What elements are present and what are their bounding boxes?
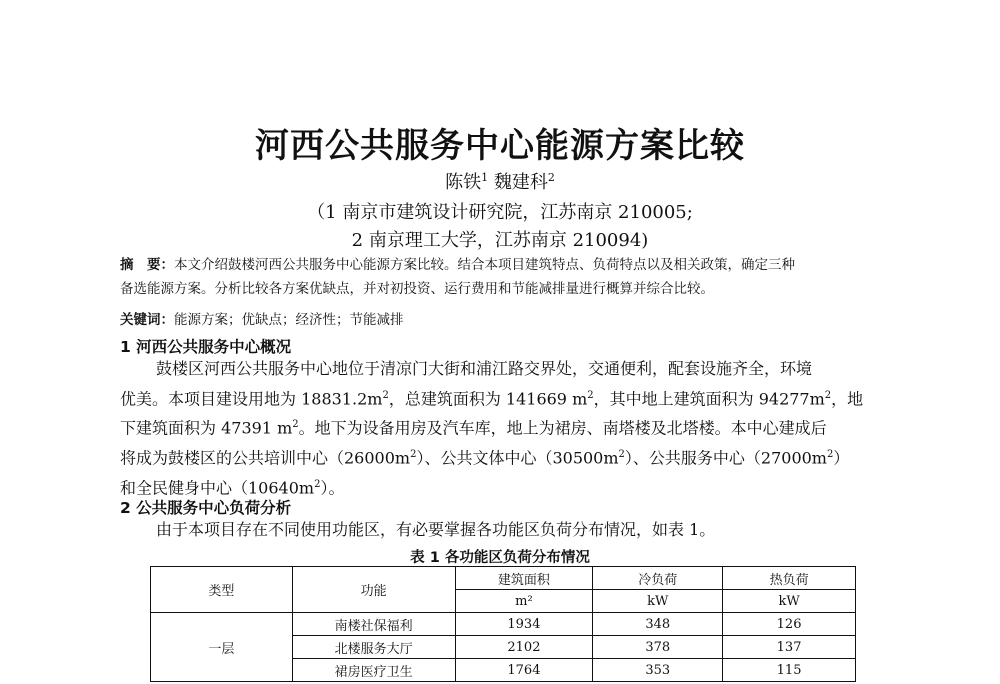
author-2: 魏建科 <box>493 172 548 193</box>
row-cooling: 378 <box>593 636 723 659</box>
table-caption: 表 1 各功能区负荷分布情况 <box>410 550 590 566</box>
row-heating: 137 <box>723 636 856 659</box>
abstract <box>120 253 900 301</box>
section-1-line-3: 下建筑面积为 47391 $m^2$。地下为设备用房及汽车库，地上为裙房、南塔楼及北塔楼。本中心建成后 <box>120 418 827 438</box>
author-1-sup: 1 <box>481 171 489 184</box>
keywords <box>120 308 404 332</box>
header-area: 建筑面积 <box>455 567 593 590</box>
row-area: 1764 <box>455 659 593 682</box>
affiliation-1: （1 南京市建筑设计研究院，江苏南京 210005; <box>307 202 693 223</box>
row-cooling: 348 <box>593 613 723 636</box>
section-2-heading: 2 公共服务中心负荷分析 <box>120 499 292 517</box>
unit-heating: kW <box>723 590 856 613</box>
paper-title: 河西公共服务中心能源方案比较 <box>255 126 745 166</box>
keywords-text: 能源方案；优缺点；经济性；节能减排 <box>174 312 404 328</box>
table-row <box>151 613 856 636</box>
section-1-heading: 1 河西公共服务中心概况 <box>120 338 292 356</box>
row-area: 2102 <box>455 636 593 659</box>
section-1-body <box>120 356 900 502</box>
abstract-line-1: 本文介绍鼓楼河西公共服务中心能源方案比较。结合本项目建筑特点、负荷特点以及相关政策，确定三种 <box>174 257 795 273</box>
abstract-line-2: 备选能源方案。分析比较各方案优缺点，并对初投资、运行费用和节能减排量进行概算并综合比较。 <box>120 281 714 297</box>
section-1-line-4: 将成为鼓楼区的公共培训中心$(26000m^2)$、公共文体中心$(30500m^2)$、公共服务中心$(27000m^2)$ <box>120 448 850 468</box>
section-1-line-2: 优美。本项目建设用地为 $18831.2m^2$，总建筑面积为 141669 $m^2$，其中地上建筑面积为 $94277m^2$，地 <box>120 388 864 408</box>
unit-area: m² <box>455 590 593 613</box>
section-2-line-1: 由于本项目存在不同使用功能区，有必要掌握各功能区负荷分布情况，如表 1。 <box>156 520 716 539</box>
table-header-row <box>151 567 856 590</box>
load-table <box>150 566 856 682</box>
section-1-line-5: 和全民健身中心$(10640m^2)$。 <box>120 478 345 498</box>
row-heating: 115 <box>723 659 856 682</box>
section-1-line-1: 鼓楼区河西公共服务中心地位于清凉门大街和浦江路交界处，交通便利，配套设施齐全，环境 <box>156 359 813 378</box>
author-1: 陈铁 <box>445 172 482 193</box>
row-area: 1934 <box>455 613 593 636</box>
abstract-label: 摘 要： <box>120 257 174 273</box>
header-cooling: 冷负荷 <box>593 567 723 590</box>
row-heating: 126 <box>723 613 856 636</box>
unit-cooling: kW <box>593 590 723 613</box>
row-function: 裙房医疗卫生 <box>292 659 455 682</box>
header-type: 类型 <box>151 567 293 613</box>
row-function: 南楼社保福利 <box>292 613 455 636</box>
keywords-label: 关键词： <box>120 312 174 328</box>
affiliation-2: 2 南京理工大学，江苏南京 210094) <box>351 230 649 251</box>
header-function: 功能 <box>292 567 455 613</box>
header-heating: 热负荷 <box>723 567 856 590</box>
row-function: 北楼服务大厅 <box>292 636 455 659</box>
group-label: 一层 <box>151 613 293 682</box>
author-2-sup: 2 <box>547 171 555 184</box>
row-cooling: 353 <box>593 659 723 682</box>
author-line <box>0 168 1000 194</box>
